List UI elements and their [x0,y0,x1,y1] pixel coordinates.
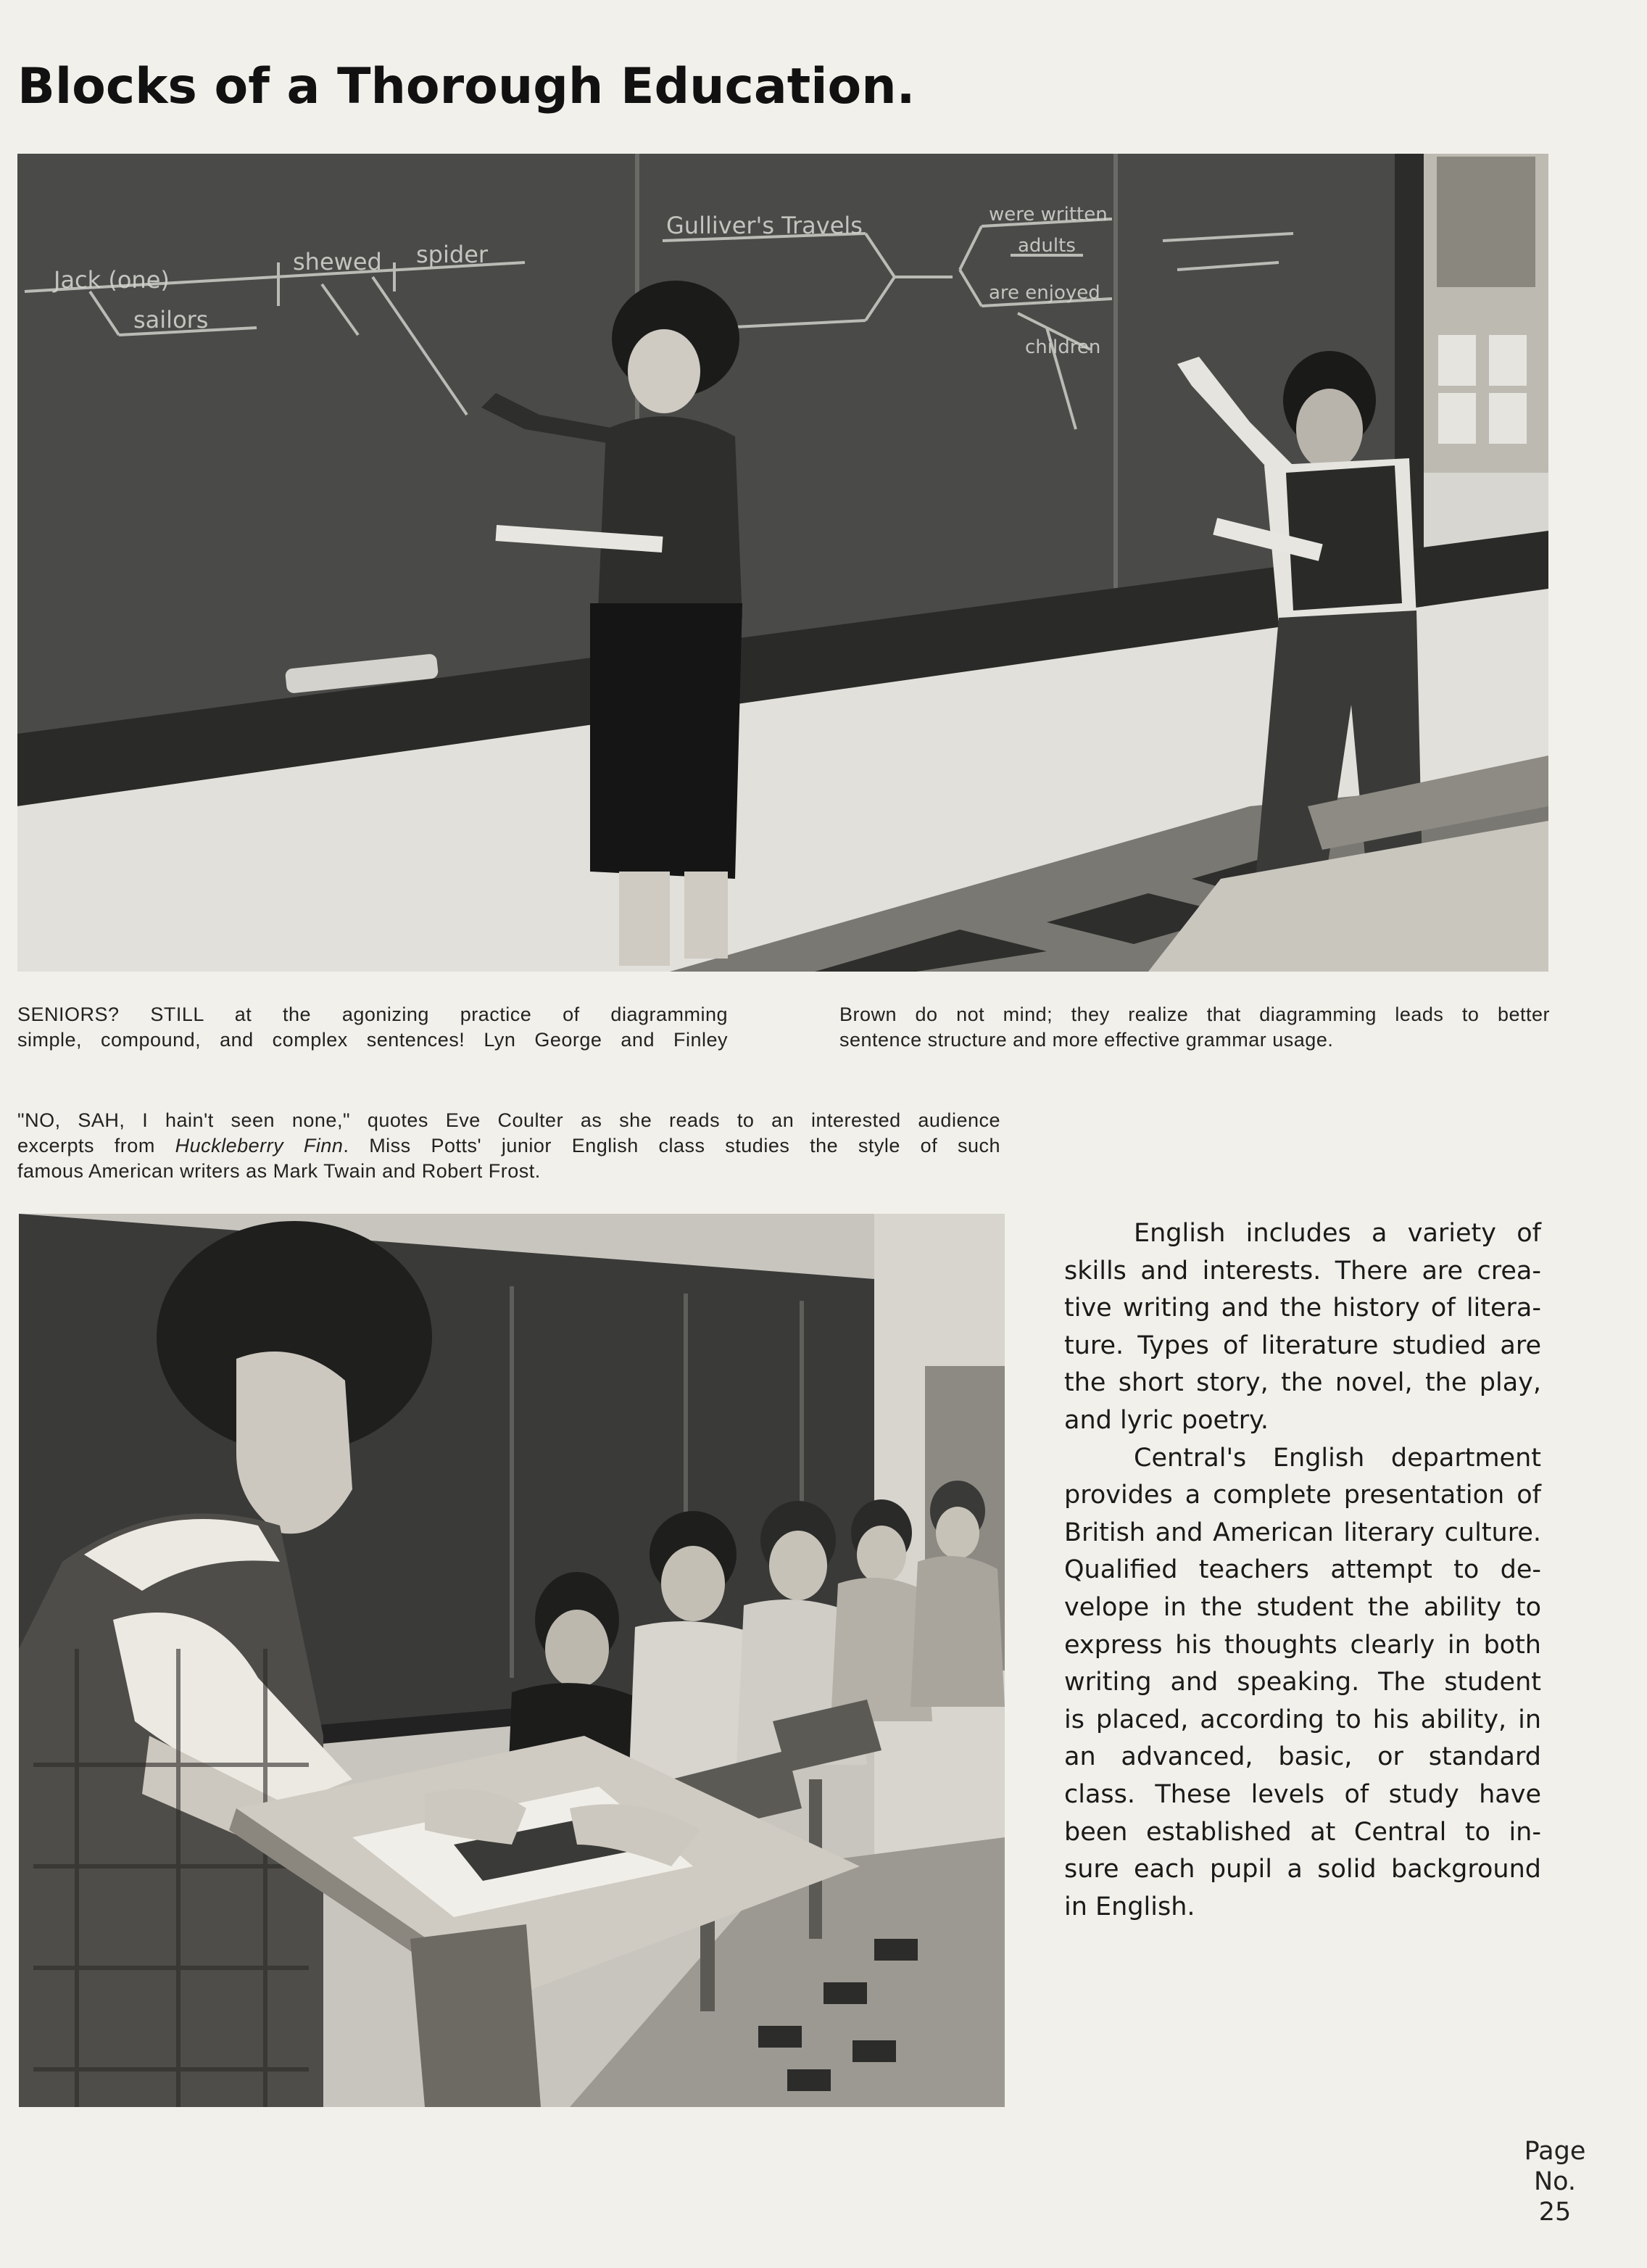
caption-line: sentence structure and more effective grammar usage. [839,1029,1334,1051]
caption-line: SENIORS? STILL at the agonizing practice of diagramming [17,1003,728,1025]
page-number [1515,2136,1595,2227]
body-line: writing and speaking. The student [1064,1668,1541,1697]
body-line: skills and interests. There are crea- [1064,1256,1541,1286]
chalk-text: spider [416,241,489,268]
body-line: Central's English department [1134,1443,1541,1473]
body-line: velope in the student the ability to [1064,1592,1541,1622]
body-line: tive writing and the history of litera- [1064,1294,1541,1323]
body-line: been established at Central to in- [1064,1817,1541,1847]
photo-reading-to-class [19,1214,1005,2107]
chalk-text: Jack (one) [54,266,170,294]
caption-huckleberry-finn [17,1108,1000,1184]
book-title: Huckleberry Finn [175,1135,344,1156]
page-number-label: Page [1524,2137,1586,2166]
body-line: in English. [1064,1892,1195,1921]
photo-chalkboard-illustration [17,154,1548,972]
caption-diagramming-part2 [839,1002,1550,1053]
page-title: Blocks of a Thorough Education. [17,58,916,115]
caption-diagramming-part1 [17,1002,728,1053]
body-line: is placed, according to his ability, in [1064,1705,1541,1734]
caption-line: Brown do not mind; they realize that diagramming leads to better [839,1003,1550,1025]
body-line: the short story, the novel, the play, [1064,1368,1541,1398]
chalk-text: children [1025,336,1101,358]
caption-text: . Miss Potts' junior English class studies the style of such [343,1135,1000,1156]
caption-line: "NO, SAH, I hain't seen none," quotes Eve Coulter as she reads to an interested audience [17,1109,1000,1131]
body-text-english-department [1064,1215,1541,1926]
chalk-text: were written [989,204,1108,225]
chalk-text: shewed [293,248,382,276]
body-line: express his thoughts clearly in both [1064,1630,1541,1660]
body-line: an advanced, basic, or standard [1064,1742,1541,1772]
body-line: British and American literary culture. [1064,1518,1541,1547]
caption-line [17,1133,1000,1159]
body-line: English includes a variety of [1134,1219,1541,1248]
chalk-text: sailors [133,306,209,334]
body-line: Qualified teachers attempt to de- [1064,1555,1541,1585]
body-line: and lyric poetry. [1064,1405,1269,1435]
caption-line: famous American writers as Mark Twain and Robert Frost. [17,1160,541,1182]
page-number-value: 25 [1538,2198,1572,2227]
chalk-text: adults [1018,235,1076,257]
body-line: provides a complete presentation of [1064,1481,1541,1510]
caption-line: simple, compound, and complex sentences! Lyn George and Finley [17,1029,728,1051]
photo-classroom-illustration [19,1214,1005,2107]
photo-chalkboard-diagramming [17,154,1548,972]
body-line: sure each pupil a solid background [1064,1855,1541,1884]
chalk-text: Gulliver's Travels [666,212,863,239]
body-line: ture. Types of literature studied are [1064,1330,1541,1360]
chalk-text: are enjoyed [989,282,1100,304]
caption-text: excerpts from [17,1135,175,1156]
body-line: class. These levels of study have [1064,1779,1541,1809]
page-number-abbrev: No. [1533,2167,1577,2196]
